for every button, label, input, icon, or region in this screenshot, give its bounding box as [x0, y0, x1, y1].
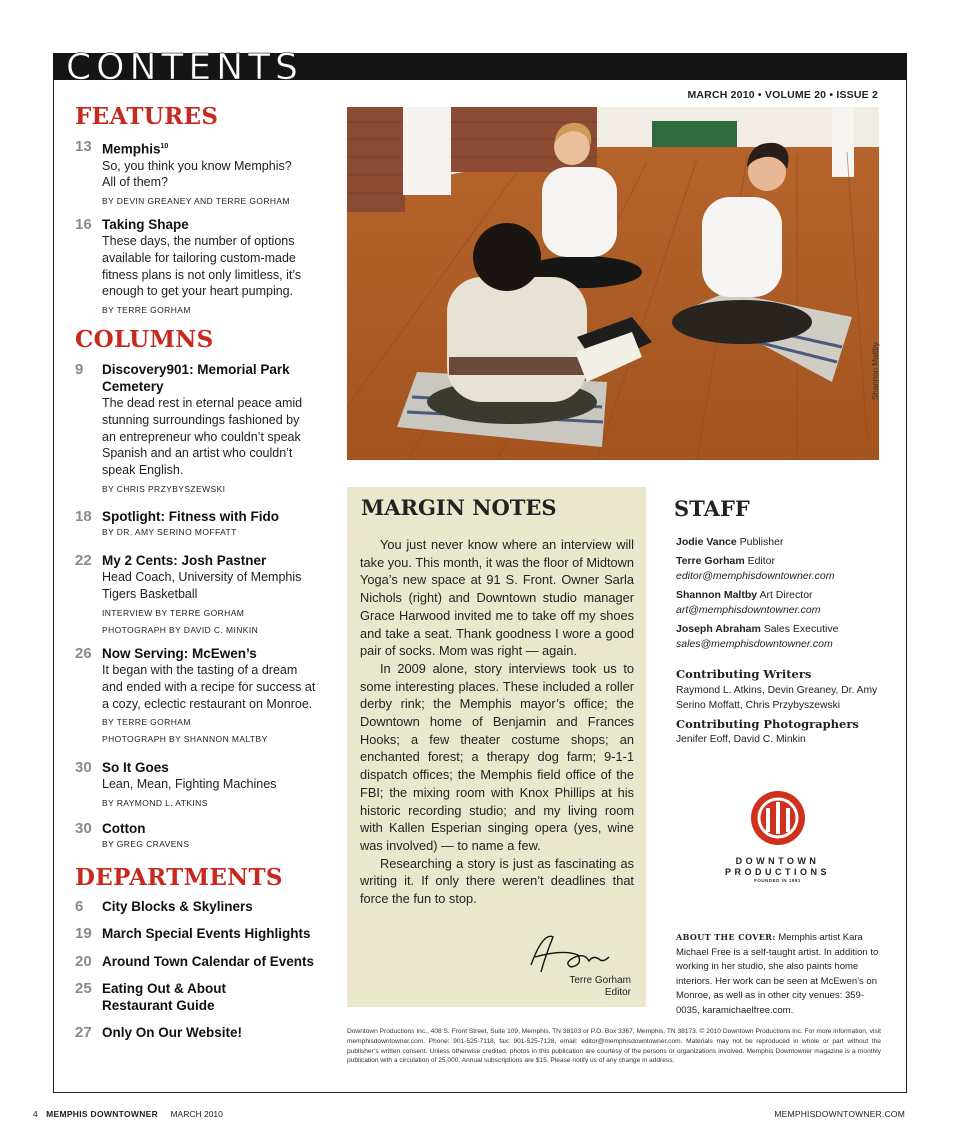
- photo-credit: Shannon Maltby: [871, 342, 880, 400]
- margin-notes-paragraph: Researching a story is just as fascinating as writing it. If only there weren’t deadlines that force the fun to stop.: [360, 855, 634, 907]
- department-entry[interactable]: [75, 980, 325, 1014]
- entry-title: Taking Shape: [102, 217, 189, 232]
- page-number: 20: [75, 953, 92, 970]
- entry-title: My 2 Cents: Josh Pastner: [102, 553, 267, 568]
- about-cover-label: ABOUT THE COVER:: [676, 932, 776, 942]
- margin-notes-heading: MARGIN NOTES: [361, 495, 557, 520]
- entry-title: Discovery901: Memorial Park Cemetery: [102, 362, 290, 394]
- signature-icon: [523, 927, 613, 977]
- staff-role: Art Director: [759, 589, 813, 601]
- entry-byline: BY CHRIS PRZYBYSZEWSKI: [102, 483, 226, 494]
- yoga-photo-illustration: [347, 107, 879, 460]
- entry-byline: BY RAYMOND L. ATKINS: [102, 797, 208, 808]
- signature-name: Terre Gorham: [569, 975, 631, 986]
- page-number: 19: [75, 925, 92, 942]
- feature-entry[interactable]: [75, 138, 325, 208]
- entry-title: Only On Our Website!: [102, 1025, 243, 1040]
- about-cover-text: Memphis artist Kara Michael Free is a self-taught artist. In addition to working in her studio, she also paints home interiors. Her work can be seen at McEwen’s on Monroe, as well as in other city venues: 359-0035, karamichaelfree.com.: [676, 932, 879, 1016]
- page-number: 9: [75, 361, 84, 378]
- margin-notes-text: [360, 536, 634, 908]
- signature-role: Editor: [604, 987, 631, 998]
- staff-heading: STAFF: [674, 496, 750, 521]
- footer-left: [33, 1109, 223, 1119]
- staff-name: Terre Gorham: [676, 555, 745, 567]
- margin-notes-paragraph: You just never know where an interview will take you. This month, it was the floor of Midtown Yoga’s new space at 91 S. Front. Owner Sarla Nichols (right) and Downtown studio manager Grace Harwood invited me to take off my shoes and take a seat. Thank goodness I wore a good pair of socks. Mom was right — again.: [360, 537, 634, 659]
- publisher-fine-print: Downtown Productions Inc., 408 S. Front Street, Suite 109, Memphis, TN 38103 or P.O. Box 3367, Memphis, TN 38173. © 2010 Downtown Productions Inc. For more information, visit memphisdowntowner.com. Phone: 901-525-7118, fax: 901-525-7128, email: editor@memphisdowntowner.com. Materials may not be reproduced in whole or part without the publisher’s written consent. Unless otherwise credited, photos in this publication are courtesy of the persons or organizations involved. Memphis Downtowner magazine is a monthly publication with a circulation of 25,000. Annual subscriptions are $15. Please notify us of any change in address.: [347, 1028, 881, 1065]
- margin-notes-paragraph: In 2009 alone, story interviews took us to some interesting places. These included a roller derby rink; the Memphis mayor’s office; the Downtown home of Benjamin and Frances Hooks; a few theater costume shops; an enchanted forest; a therapy dog farm; 9-1-1 dispatch offices; the Memphis field office of the FBI; the mixing room with Knox Phillips at his historic recording studio; and my living room with Kallen Esperian singing opera (yes, wine was involved) — to name a few.: [360, 660, 634, 853]
- department-entry[interactable]: [75, 898, 325, 915]
- columns-heading: COLUMNS: [75, 326, 214, 353]
- entry-description: So, you think you know Memphis? All of them?: [102, 158, 292, 190]
- staff-role: Sales Executive: [763, 623, 839, 635]
- column-entry[interactable]: [75, 552, 325, 637]
- page-title: CONTENTS: [66, 47, 303, 88]
- contributing-writers: Raymond L. Atkins, Devin Greaney, Dr. Amy Serino Moffatt, Chris Przybyszewski: [676, 685, 878, 711]
- staff-member: [676, 554, 886, 583]
- staff-name: Shannon Maltby: [676, 589, 758, 601]
- feature-entry[interactable]: [75, 216, 325, 317]
- issue-line: MARCH 2010 • VOLUME 20 • ISSUE 2: [687, 89, 878, 101]
- staff-name: Joseph Abraham: [676, 623, 761, 635]
- page-number: 6: [75, 898, 84, 915]
- staff-member: [676, 622, 886, 651]
- footer-magazine: MEMPHIS DOWNTOWNER: [46, 1109, 159, 1119]
- department-entry[interactable]: [75, 925, 325, 942]
- entry-byline: BY DEVIN GREANEY AND TERRE GORHAM: [102, 196, 290, 207]
- footer-month: MARCH 2010: [170, 1109, 223, 1119]
- entry-byline: BY TERRE GORHAM: [102, 717, 191, 728]
- about-the-cover: [676, 930, 881, 1018]
- margin-notes-box: [347, 487, 646, 1007]
- column-entry[interactable]: [75, 645, 325, 746]
- entry-photo-credit: PHOTOGRAPH BY SHANNON MALTBY: [102, 734, 268, 745]
- entry-byline: BY DR. AMY SERINO MOFFATT: [102, 527, 237, 537]
- page-number: 27: [75, 1024, 92, 1041]
- staff-email[interactable]: editor@memphisdowntowner.com: [676, 569, 835, 582]
- entry-title: March Special Events Highlights: [102, 926, 311, 941]
- column-entry[interactable]: [75, 508, 325, 539]
- page-number: 26: [75, 645, 92, 662]
- department-entry[interactable]: [75, 1024, 325, 1041]
- column-entry[interactable]: [75, 759, 325, 810]
- entry-description: It began with the tasting of a dream and ended with a recipe for success at a cozy, eclectic restaurant on Monroe.: [102, 663, 316, 711]
- staff-member: [676, 535, 886, 550]
- page-number: 18: [75, 508, 92, 525]
- contributing-writers-heading: Contributing Writers: [676, 667, 812, 681]
- staff-name: Jodie Vance: [676, 536, 737, 548]
- entry-title-superscript: 10: [160, 143, 169, 150]
- entry-description: Head Coach, University of Memphis Tigers Basketball: [102, 570, 302, 601]
- entry-byline: BY TERRE GORHAM: [102, 305, 191, 316]
- entry-photo-credit: PHOTOGRAPH BY DAVID C. MINKIN: [102, 624, 259, 635]
- staff-role: Publisher: [739, 536, 784, 548]
- footer-website[interactable]: MEMPHISDOWNTOWNER.COM: [774, 1109, 905, 1119]
- cover-photo: [347, 107, 879, 460]
- page-number: 16: [75, 216, 92, 233]
- page-number: 30: [75, 759, 92, 776]
- entry-title: City Blocks & Skyliners: [102, 899, 253, 914]
- contributing-photographers: Jenifer Eoff, David C. Minkin: [676, 734, 806, 745]
- staff-member: [676, 588, 886, 617]
- entry-byline: BY GREG CRAVENS: [102, 839, 190, 849]
- page-number: 22: [75, 552, 92, 569]
- entry-title: Eating Out & About Restaurant Guide: [102, 981, 226, 1013]
- staff-role: Editor: [747, 555, 776, 567]
- page-number: 13: [75, 138, 92, 155]
- entry-title: So It Goes: [102, 760, 169, 775]
- page-number: 30: [75, 820, 92, 837]
- contributing-photographers-heading: Contributing Photographers: [676, 717, 859, 731]
- entry-description: The dead rest in eternal peace amid stunning surroundings fashioned by an entrepreneur who couldn’t speak Spanish and an artist who couldn’t speak English.: [102, 396, 303, 478]
- entry-description: Lean, Mean, Fighting Machines: [102, 777, 277, 791]
- staff-email[interactable]: sales@memphisdowntowner.com: [676, 637, 833, 650]
- downtown-productions-logo-icon: [748, 788, 808, 848]
- entry-description: These days, the number of options available for tailoring custom-made fitness plans is not only limitless, it’s enough to get your heart pumping.: [102, 234, 302, 299]
- department-entry[interactable]: [75, 953, 325, 970]
- logo-line-1: DOWNTOWN: [735, 856, 820, 866]
- footer-page-number: 4: [33, 1109, 38, 1119]
- entry-title: Cotton: [102, 821, 146, 836]
- column-entry[interactable]: [75, 361, 325, 496]
- column-entry[interactable]: [75, 820, 325, 851]
- entry-byline: INTERVIEW BY TERRE GORHAM: [102, 607, 245, 618]
- features-heading: FEATURES: [75, 103, 219, 130]
- entry-title: Spotlight: Fitness with Fido: [102, 509, 279, 524]
- staff-email[interactable]: art@memphisdowntowner.com: [676, 603, 821, 616]
- logo-line-2: PRODUCTIONS: [724, 867, 830, 877]
- page-number: 25: [75, 980, 92, 997]
- entry-title: Around Town Calendar of Events: [102, 954, 315, 969]
- entry-title: Memphis: [102, 141, 161, 157]
- departments-heading: DEPARTMENTS: [75, 864, 283, 891]
- entry-title: Now Serving: McEwen’s: [102, 646, 257, 661]
- logo-founded: FOUNDED IN 1991: [754, 878, 801, 883]
